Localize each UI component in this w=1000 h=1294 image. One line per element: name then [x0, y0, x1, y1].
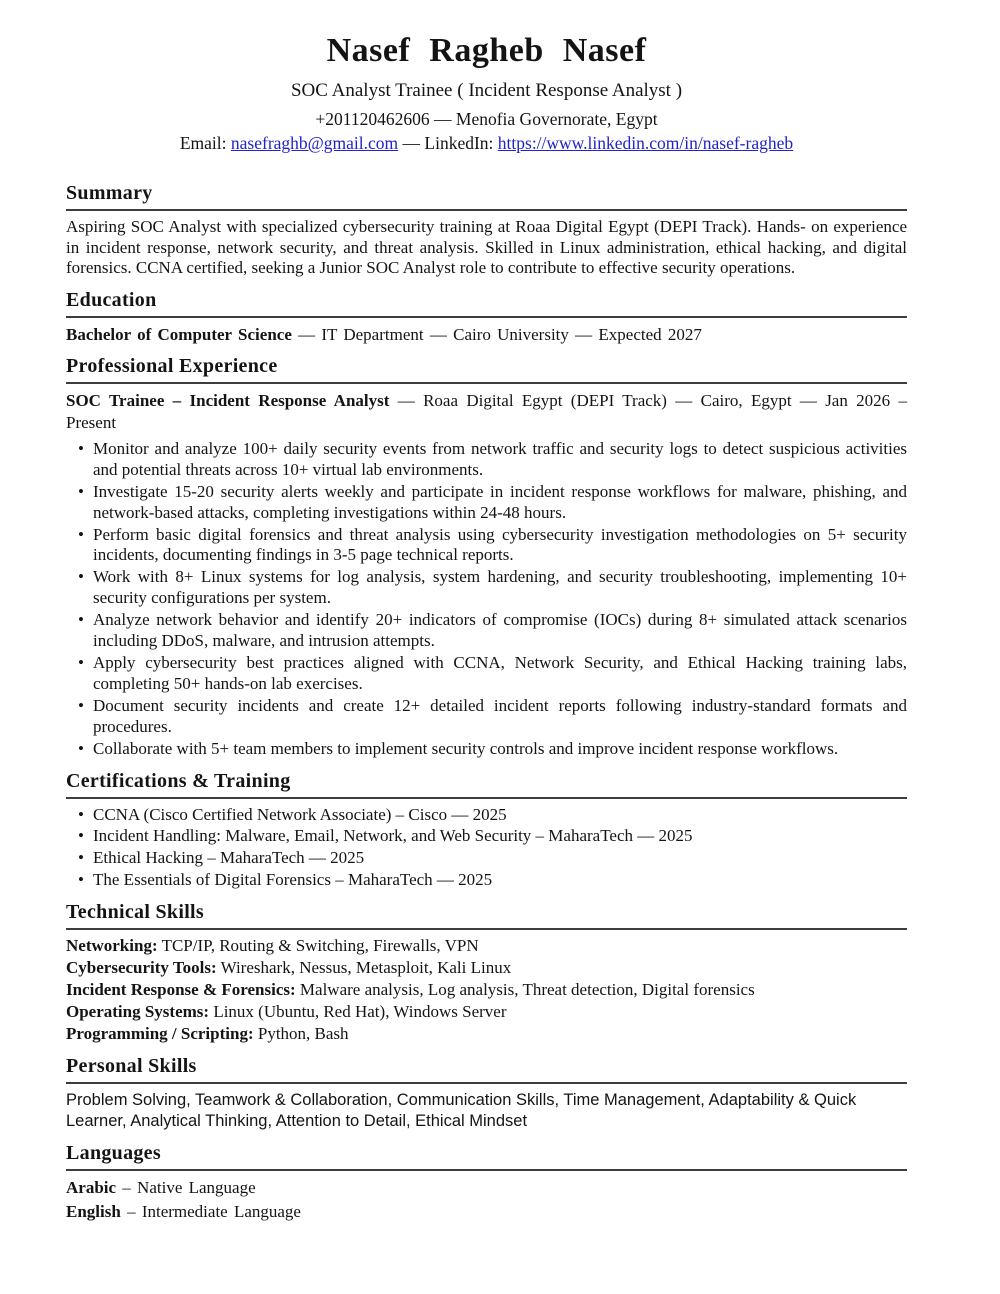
skill-row-cybersecurity-tools — [66, 958, 907, 979]
experience-bullet: • Investigate 15-20 security alerts weekly and participate in incident response workflows for malware, phishing, and network-based attacks, completing investigations within 24-48 hours. — [66, 482, 907, 524]
links-separator: — — [402, 133, 421, 153]
skill-label: Programming / Scripting: — [66, 1023, 254, 1043]
experience-bullet: • Document security incidents and create 12+ detailed incident reports following industry-standard formats and procedures. — [66, 696, 907, 738]
skill-label: Networking: — [66, 936, 158, 956]
candidate-name: Nasef Ragheb Nasef — [326, 32, 647, 69]
section-summary — [66, 182, 907, 279]
education-heading: Education — [66, 289, 907, 318]
skill-row-networking — [66, 936, 907, 957]
experience-bullet: • Analyze network behavior and identify 20+ indicators of compromise (IOCs) during 8+ simulated attack scenarios including DDoS, malware, and intrusion attempts. — [66, 610, 907, 652]
language-label: English — [66, 1201, 121, 1221]
experience-bullet: • Apply cybersecurity best practices aligned with CCNA, Network Security, and Ethical Hacking training labs, completing 50+ hands-on lab exercises. — [66, 653, 907, 695]
skill-value: Linux (Ubuntu, Red Hat), Windows Server — [213, 1001, 507, 1021]
certification-item: • Incident Handling: Malware, Email, Network, and Web Security – MaharaTech — 2025 — [66, 826, 907, 847]
certification-item: • Ethical Hacking – MaharaTech — 2025 — [66, 848, 907, 869]
skill-value: Python, Bash — [257, 1023, 349, 1043]
experience-entry-title — [66, 390, 907, 433]
section-experience — [66, 355, 907, 759]
linkedin-link[interactable]: https://www.linkedin.com/in/nasef-ragheb — [497, 133, 794, 153]
skill-row-incident-response — [66, 980, 907, 1001]
personal-skills-text: Problem Solving, Teamwork & Collaboration, Communication Skills, Time Management, Adaptability & Quick Learner, Analytical Thinking, Attention to Detail, Ethical Mindset — [66, 1090, 857, 1130]
summary-heading: Summary — [66, 182, 907, 211]
section-certifications — [66, 770, 907, 892]
experience-job-details: — Roaa Digital Egypt (DEPI Track) — Cairo, Egypt — Jan 2026 – Present — [66, 391, 908, 432]
experience-bullet: • Collaborate with 5+ team members to implement security controls and improve incident response workflows. — [66, 739, 907, 760]
languages-heading: Languages — [66, 1142, 907, 1171]
candidate-job-title: SOC Analyst Trainee ( Incident Response Analyst ) — [290, 80, 683, 101]
skill-value: TCP/IP, Routing & Switching, Firewalls, VPN — [161, 936, 479, 956]
certifications-list — [66, 805, 907, 892]
language-level: – Intermediate Language — [127, 1201, 301, 1221]
skill-label: Operating Systems: — [66, 1001, 210, 1021]
skill-label: Incident Response & Forensics: — [66, 979, 296, 999]
phone-location-line: +201120462606 — Menofia Governorate, Egypt — [315, 109, 658, 129]
education-details: — IT Department — Cairo University — Expected 2027 — [298, 325, 702, 345]
section-education — [66, 289, 907, 345]
linkedin-label: LinkedIn: — [424, 133, 494, 153]
language-row-arabic — [66, 1177, 907, 1199]
experience-bullet-list — [66, 439, 907, 760]
experience-heading: Professional Experience — [66, 355, 907, 384]
resume-header — [66, 32, 907, 154]
skill-value: Malware analysis, Log analysis, Threat detection, Digital forensics — [299, 979, 755, 999]
certification-item: • The Essentials of Digital Forensics – MaharaTech — 2025 — [66, 870, 907, 891]
email-label: Email: — [179, 133, 227, 153]
experience-bullet: • Work with 8+ Linux systems for log analysis, system hardening, and security troubleshooting, implementing 10+ security configurations per system. — [66, 567, 907, 609]
experience-bullet: • Perform basic digital forensics and threat analysis using cybersecurity investigation methodologies on 5+ security incidents, documenting findings in 3-5 page technical reports. — [66, 525, 907, 567]
experience-job-title: SOC Trainee – Incident Response Analyst — [66, 391, 390, 411]
language-row-english — [66, 1201, 907, 1223]
section-technical-skills — [66, 901, 907, 1045]
education-degree: Bachelor of Computer Science — [66, 325, 292, 345]
skill-value: Wireshark, Nessus, Metasploit, Kali Linux — [220, 958, 512, 978]
section-personal-skills — [66, 1055, 907, 1132]
language-level: – Native Language — [122, 1177, 256, 1197]
certification-item: • CCNA (Cisco Certified Network Associate) – Cisco — 2025 — [66, 805, 907, 826]
section-languages — [66, 1142, 907, 1223]
summary-text: Aspiring SOC Analyst with specialized cybersecurity training at Roaa Digital Egypt (DEPI Track). Hands- on experience in incident response, network security, and threat analysis. Skilled in Linux administration, ethical hacking, and digital forensics. CCNA certified, seeking a Junior SOC Analyst role to contribute to effective security operations. — [66, 217, 907, 278]
skill-row-operating-systems — [66, 1002, 907, 1023]
certifications-heading: Certifications & Training — [66, 770, 907, 799]
contact-links-line — [66, 133, 907, 154]
education-entry — [66, 324, 907, 345]
language-label: Arabic — [66, 1177, 117, 1197]
skill-row-programming — [66, 1024, 907, 1045]
personal-skills-heading: Personal Skills — [66, 1055, 907, 1084]
technical-skills-heading: Technical Skills — [66, 901, 907, 930]
experience-bullet: • Monitor and analyze 100+ daily security events from network traffic and security logs to detect suspicious activities and potential threats across 10+ virtual lab environments. — [66, 439, 907, 481]
skill-label: Cybersecurity Tools: — [66, 958, 217, 978]
email-link[interactable]: nasefraghb@gmail.com — [230, 133, 399, 153]
